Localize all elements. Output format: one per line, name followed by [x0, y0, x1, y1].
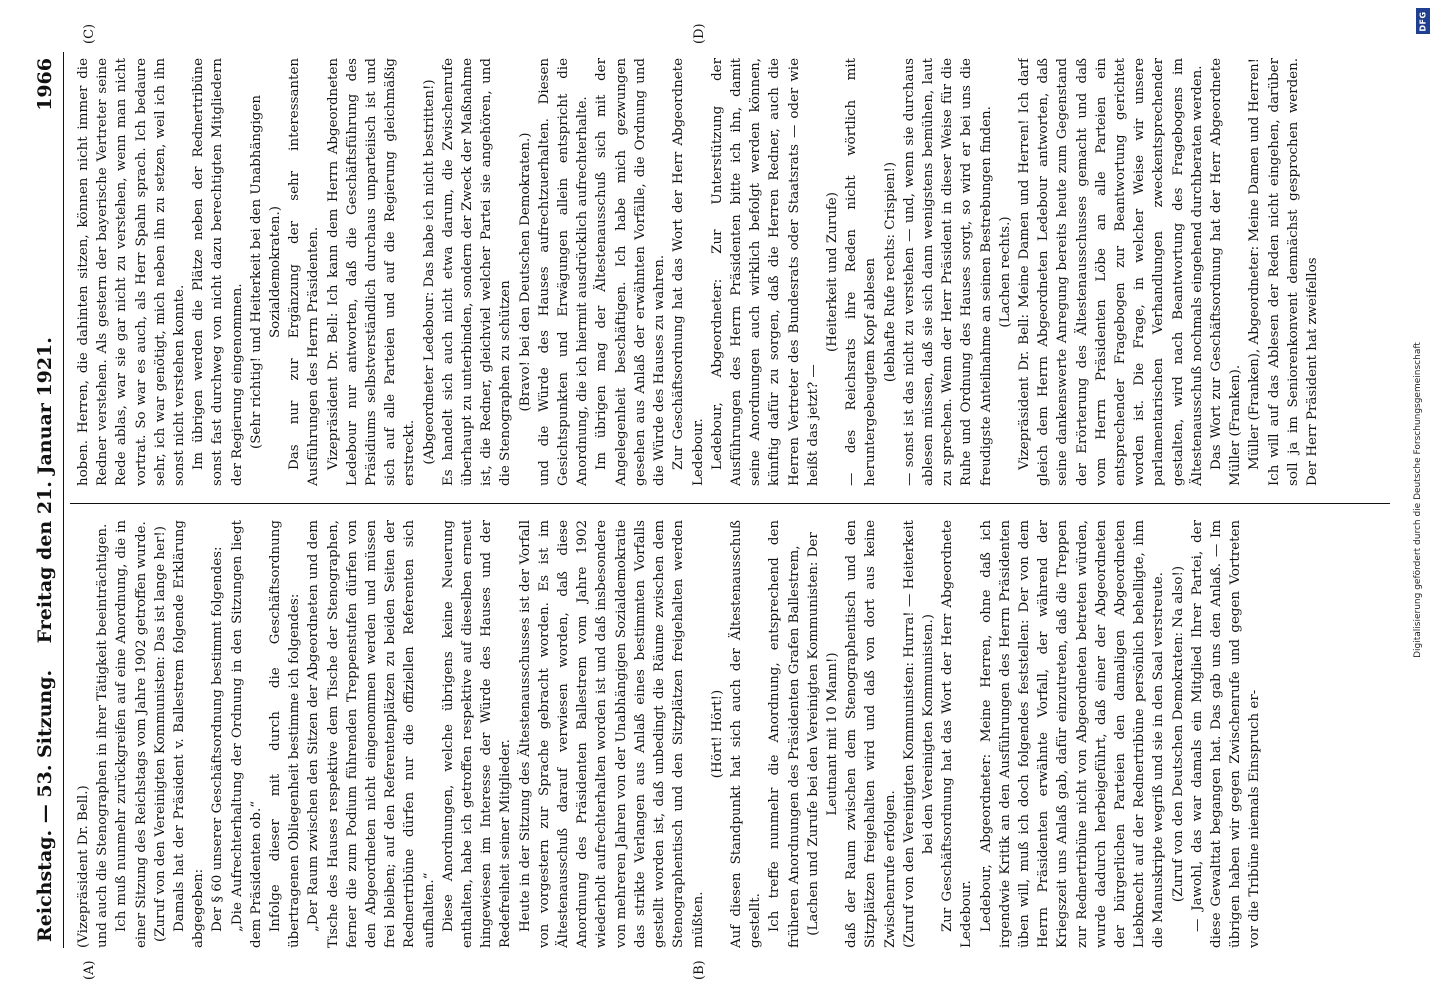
right-column-paragraph: hoben. Herren, die dahinten sitzen, können nicht immer die Redner verstehen. Als gestern der bayerische Vertreter seine Rede ablas, war sie gar nicht zu verstehen, wenn man nicht vortrat. So war es auch, als Herr Spahn sprach. Ich bedaure sehr, ich war genötigt, mich neben ihn zu setzen, weil ich ihn sonst nicht verstehen konnte. — [76, 58, 188, 486]
dfg-logo-icon — [1416, 8, 1430, 34]
right-column-paragraph: (lebhafte Rufe rechts: Crispien!) — [882, 161, 898, 383]
dfg-logo-text: DFG — [1418, 10, 1428, 32]
right-column-paragraph: Das Wort zur Geschäftsordnung hat der Herr Abgeordnete Müller (Franken). — [1208, 58, 1244, 486]
left-column-paragraph: (Hört! Hört!) — [709, 689, 725, 779]
header-page-number: 1966 — [34, 58, 56, 111]
right-column-paragraph: Ledebour, Abgeordneter: Zur Unterstützung der Ausführungen des Herrn Präsidenten bitte ich ihn, damit seine Anordnungen auch wirklich befolgt werden können, künftig dafür zu sorgen, daß die Herren Redner, auch die Herren Vertreter des Bundesrats oder Staatsrats — oder wie heißt das jetzt? — — [709, 58, 821, 486]
right-column-paragraph: Müller (Franken), Abgeordneter: Meine Damen und Herren! Ich will auf das Ablesen der Reden nicht eingehen, darüber soll ja im Seniorenkonvent demnächst gesprochen werden. Der Herr Präsident hat zweifellos — [1247, 58, 1320, 486]
right-column-paragraph: — sonst ist das nicht zu verstehen — und, wenn sie durchaus ablesen müssen, daß sie sich dann wenigstens bemühen, laut zu sprechen. Wenn der Herr Präsident in dieser Weise für die Ruhe und Ordnung des Hauses sorgt, so wird er bei uns die freudigste Anteilnahme an seinen Bestrebungen finden. — [901, 58, 994, 486]
left-column-paragraph: Der § 60 unserer Geschäftsordnung bestimmt folgendes: — [210, 546, 226, 932]
left-column-paragraph: (Zuruf von den Vereinigten Kommunisten: Das ist lange her!) — [152, 526, 168, 942]
left-column-paragraph: „Der Raum zwischen den Sitzen der Abgeordneten und dem Tische des Hauses respektive dem Tische der Stenographen, ferner die zum Podium führenden Treppenstufen dürfen von den Abgeordneten nicht eingenommen werden und müssen frei bleiben; auf den Referentenplätzen zu beiden Seiten der Rednertribüne dürfen nur die offiziellen Referenten sich aufhalten.“ — [306, 520, 437, 948]
right-column-paragraph: Es handelt sich auch nicht etwa darum, die Zwischenrufe überhaupt zu unterbinden, sondern der Zweck der Maßnahme ist, die Redner, gleichviel welcher Partei sie angehören, und die Stenographen zu schützen — [440, 58, 514, 486]
right-column-paragraph: Vizepräsident Dr. Bell: Ich kann dem Herrn Abgeordneten Ledebour nur antworten, daß die Geschäftsführung des Präsidiums selbstverständlich durchaus unparteiisch ist und sich auf alle Parteien und auf die Regierung gleichmäßig erstreckt. — [325, 58, 418, 486]
left-column-paragraph: daß der Raum zwischen dem Stenographentisch und den Sitzplätzen freigehalten wird und daß von dort aus keine Zwischenrufe erfolgen. — [844, 520, 898, 948]
right-column-paragraph: (Lachen rechts.) — [997, 216, 1013, 328]
right-column-paragraph: Zur Geschäftsordnung hat das Wort der Herr Abgeordnete Ledebour. — [671, 58, 706, 486]
left-column-paragraph: Heute in der Sitzung des Ältestenausschusses ist der Vorfall von vorgestern zur Sprache gebracht worden. Es ist im Ältestenausschuß darauf verwiesen worden, daß diese Anordnung des Präsidenten Ballestrem vom Jahre 1902 wiederholt aufrechterhalten worden ist und daß insbesondere von mehreren Jahren von der Unabhängigen Sozialdemokratie das strikte Verlangen aus Anlaß eines bestimmten Vorfalls gestellt worden ist, daß unbedingt die Räume zwischen dem Stenographentisch und den Sitzplätzen freigehalten werden müßten. — [517, 520, 706, 948]
left-column-paragraph: „Die Aufrechterhaltung der Ordnung in den Sitzungen liegt dem Präsidenten ob.“ — [229, 520, 264, 948]
left-column-paragraph: und auch die Stenographen in ihrer Tätigkeit beeinträchtigen. — [95, 523, 111, 948]
left-column-paragraph: — Jawohl, das war damals ein Mitglied Ihrer Partei, der diese Gewalttat begangen hat. Das gab uns den Anlaß. — Im übrigen haben wir gegen Zwischenrufe und gegen Vortreten vor die Tribüne niemals Einspruch er- — [1189, 520, 1263, 948]
right-column-paragraph: Das nur zur Ergänzung der sehr interessanten Ausführungen des Herrn Präsidenten. — [287, 58, 322, 486]
column-divider — [70, 503, 1390, 504]
header-left-text: Reichstag. — 53. Sitzung. — [34, 669, 56, 942]
page-header — [30, 52, 64, 948]
left-column-paragraph: (Zuruf von den Vereinigten Kommunisten: Hurra! — Heiterkeit bei den Vereinigten Kommunisten.) — [901, 520, 936, 948]
right-column-paragraph: (Sehr richtig! und Heiterkeit bei den Unabhängigen Sozialdemokraten.) — [248, 95, 284, 449]
header-title — [34, 337, 56, 942]
left-column-paragraph: Auf diesen Standpunkt hat sich auch der Ältestenausschuß gestellt. — [728, 520, 764, 948]
margin-marker-a: (A) — [82, 960, 97, 980]
left-column-paragraph: Ich treffe nunmehr die Anordnung, entsprechend den früheren Anordnungen des Präsidenten Grafen Ballestrem, — [767, 520, 802, 948]
left-column — [74, 520, 1384, 948]
right-column-paragraph: — des Reichsrats ihre Reden nicht wörtlich mit heruntergebeugtem Kopf ablesen — [844, 58, 879, 486]
right-column-paragraph: Im übrigen mag der Ältestenausschuß sich mit der Angelegenheit beschäftigen. Ich habe mich gezwungen gesehen aus Anlaß der erwähnten Vorfälle, die Ordnung und die Würde des Hauses zu wahren. — [594, 58, 668, 486]
left-column-paragraph: Diese Anordnungen, welche übrigens keine Neuerung enthalten, habe ich getroffen respektive auf dieselben erneut hingewiesen im Interesse der Würde des Hauses und der Redefreiheit seiner Mitglieder. — [440, 520, 514, 948]
right-column-paragraph: (Abgeordneter Ledebour: Das habe ich nicht bestritten!) — [421, 79, 437, 465]
right-column-paragraph: (Heiterkeit und Zurufe) — [824, 192, 840, 352]
left-column-paragraph: (Vizepräsident Dr. Bell.) — [76, 785, 91, 948]
left-column-paragraph: Damals hat der Präsident v. Ballestrem folgende Erklärung abgegeben: — [172, 520, 207, 948]
right-column-paragraph: (Bravo! bei den Deutschen Demokraten.) — [517, 132, 533, 412]
left-column-paragraph: (Lachen und Zurufe bei den Vereinigten Kommunisten: Der Leutnant mit 10 Mann!) — [805, 532, 840, 936]
left-column-paragraph: Ledebour, Abgeordneter: Meine Herren, ohne daß ich irgendwie Kritik an den Ausführungen des Herrn Präsidenten üben will, muß ich doch folgendes feststellen: Der von dem Herrn Präsidenten erwähnte Vorfall, der während der Kriegszeit uns Anlaß gab, dafür einzutreten, daß die Treppen zur Rednertribüne nicht von Abgeordneten betreten würden, wurde dadurch herbeigeführt, daß einer der Abgeordneten der bürgerlichen Parteien den damaligen Abgeordneten Liebknecht auf der Rednertribüne persönlich behelligte, ihm die Manuskripte wegriß und sie in den Saal verstreute. — [978, 520, 1167, 948]
left-column-paragraph: Ich muß nunmehr zurückgreifen auf eine Anordnung, die in einer Sitzung des Reichstags vom Jahre 1902 getroffen wurde. — [114, 520, 149, 948]
margin-marker-c: (C) — [82, 23, 97, 44]
right-column-paragraph: Im übrigen werden die Plätze neben der Rednertribüne sonst fast durchweg von nicht dazu berechtigten Mitgliedern der Regierung eingenommen. — [191, 58, 245, 486]
header-date: Freitag den 21. Januar 1921. — [34, 337, 56, 644]
right-column-paragraph: Vizepräsident Dr. Bell: Meine Damen und Herren! Ich darf gleich dem Herrn Abgeordneten Ledebour antworten, daß seine dankenswerte Anregung bereits heute zum Gegenstand der Erörterung des Ältestenausschusses gemacht und daß vom Herrn Präsidenten Löbe an alle Parteien ein entsprechender Fragebogen zur Beantwortung gerichtet worden ist. Die Frage, in welcher Weise wir unsere parlamentarischen Verhandlungen zweckentsprechender gestalten, wird nach Beantwortung des Fragebogens im Ältestenausschuß nochmals eingehend durchberaten werden. — [1016, 58, 1205, 486]
left-column-paragraph: Infolge dieser mit durch die Geschäftsordnung übertragenen Obliegenheit bestimme ich folgendes: — [268, 520, 303, 948]
header-rule — [63, 52, 64, 948]
left-column-paragraph: (Zuruf von den Deutschen Demokraten: Na also!) — [1170, 565, 1186, 903]
digitization-note: Digitalisierung gefördert durch die Deutsche Forschungsgemeinschaft — [1413, 342, 1423, 658]
right-column — [74, 58, 1384, 486]
right-column-paragraph: und die Würde des Hauses aufrechtzuerhalten. Diesen Gesichtspunkten und Erwägungen allein entspricht die Anordnung, die ich hiermit ausdrücklich aufrechterhalte. — [536, 58, 591, 486]
margin-marker-b: (B) — [692, 960, 707, 980]
left-column-paragraph: Zur Geschäftsordnung hat das Wort der Herr Abgeordnete Ledebour. — [940, 520, 975, 948]
margin-marker-d: (D) — [692, 23, 707, 44]
